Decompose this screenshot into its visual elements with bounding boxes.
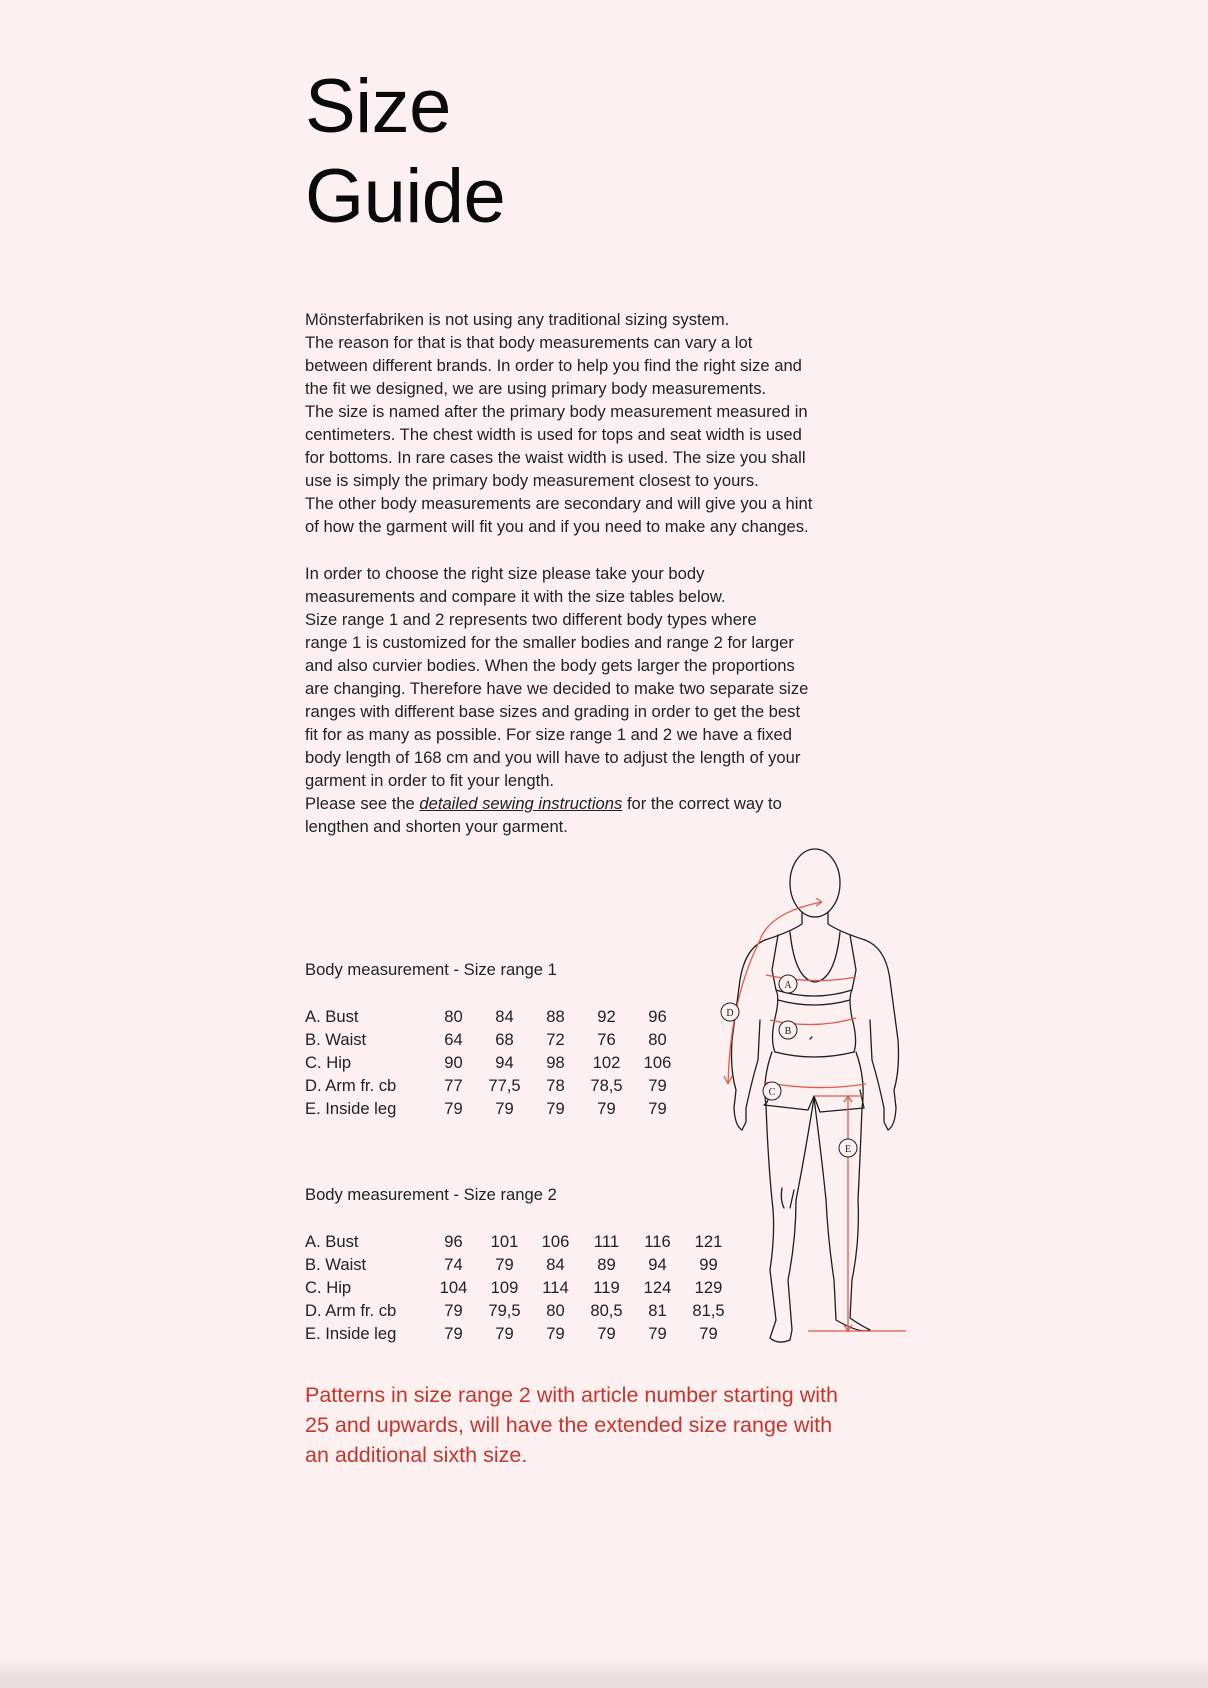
- measurement-value: 90: [444, 1053, 463, 1072]
- measurement-value: 102: [592, 1053, 621, 1072]
- measurement-value: 109: [490, 1278, 519, 1297]
- measurement-value: 79: [495, 1099, 514, 1118]
- measurement-value: 84: [495, 1007, 514, 1026]
- measurement-value: 98: [546, 1053, 565, 1072]
- measurement-value: 79: [444, 1324, 463, 1343]
- table-row: [305, 1028, 683, 1051]
- measurement-value: 96: [648, 1007, 667, 1026]
- measurement-label: C. Hip: [305, 1278, 352, 1297]
- text-line: of how the garment will fit you and if you need to make any changes.: [305, 517, 809, 536]
- table-row: [305, 1276, 734, 1299]
- note-line: Patterns in size range 2 with article number starting with: [305, 1383, 838, 1407]
- measurement-value: 80: [546, 1301, 565, 1320]
- table-row: [305, 1097, 683, 1120]
- neck-left: [765, 912, 802, 940]
- text-line: garment in order to fit your length.: [305, 771, 555, 790]
- neckline: [790, 932, 840, 982]
- torso-right: [850, 935, 856, 1052]
- marker-d: [721, 1003, 739, 1021]
- choosing-paragraph: [305, 562, 875, 838]
- table-row: [305, 1074, 683, 1097]
- text-line: lengthen and shorten your garment.: [305, 817, 568, 836]
- measurement-value: 79: [699, 1324, 718, 1343]
- left-leg: [766, 1098, 814, 1342]
- text-line: for bottoms. In rare cases the waist width is used. The size you shall: [305, 448, 806, 467]
- shorts-waist: [775, 1052, 854, 1057]
- measurement-value: 79: [648, 1324, 667, 1343]
- text-line: The reason for that is that body measurements can vary a lot: [305, 333, 753, 352]
- bust-line: [766, 975, 856, 981]
- measurement-value: 88: [546, 1007, 565, 1026]
- measurement-value: 79: [444, 1099, 463, 1118]
- measurement-value: 79: [597, 1099, 616, 1118]
- extended-size-note: [305, 1380, 905, 1470]
- svg-text:E: E: [844, 1144, 852, 1155]
- head-outline: [790, 849, 840, 917]
- measurement-label: D. Arm fr. cb: [305, 1076, 397, 1095]
- text-line: centimeters. The chest width is used for tops and seat width is used: [305, 425, 802, 444]
- left-knee: [781, 1188, 784, 1208]
- text-line: between different brands. In order to help you find the right size and: [305, 356, 802, 375]
- measurement-value: 74: [444, 1255, 463, 1274]
- measurement-value: 121: [694, 1232, 723, 1251]
- measurement-value: 124: [643, 1278, 672, 1297]
- marker-e: [839, 1139, 857, 1157]
- text-line: body length of 168 cm and you will have to adjust the length of your: [305, 748, 801, 767]
- measurement-value: 80,5: [590, 1301, 623, 1320]
- measurement-label: E. Inside leg: [305, 1099, 397, 1118]
- measurement-value: 92: [597, 1007, 616, 1026]
- measurement-value: 79: [648, 1076, 667, 1095]
- link-suffix: for the correct way to: [622, 794, 782, 813]
- measurement-value: 80: [444, 1007, 463, 1026]
- measurement-value: 79: [495, 1324, 514, 1343]
- note-line: 25 and upwards, will have the extended size range with: [305, 1413, 833, 1437]
- size-range-1-title: Body measurement - Size range 1: [305, 960, 557, 979]
- text-line: ranges with different base sizes and grading in order to get the best: [305, 702, 801, 721]
- text-line: Mönsterfabriken is not using any traditional sizing system.: [305, 310, 730, 329]
- marker-a: [779, 975, 797, 993]
- text-line: are changing. Therefore have we decided to make two separate size: [305, 679, 809, 698]
- measurement-value: 76: [597, 1030, 616, 1049]
- measurement-label: A. Bust: [305, 1232, 359, 1251]
- measurement-value: 81,5: [692, 1301, 725, 1320]
- measurement-value: 81: [648, 1301, 667, 1320]
- text-line: and also curvier bodies. When the body gets larger the proportions: [305, 656, 795, 675]
- size-range-1-table: [305, 1005, 683, 1120]
- measurement-value: 94: [648, 1255, 667, 1274]
- marker-b: [779, 1021, 797, 1039]
- title-line-1: Size: [305, 64, 451, 149]
- measurement-value: 79: [597, 1324, 616, 1343]
- measurement-label: B. Waist: [305, 1030, 367, 1049]
- note-line: an additional sixth size.: [305, 1443, 528, 1467]
- measurement-value: 129: [694, 1278, 723, 1297]
- measurement-value: 106: [541, 1232, 570, 1251]
- measurement-value: 106: [643, 1053, 672, 1072]
- measurement-value: 96: [444, 1232, 463, 1251]
- page-title: [305, 62, 505, 242]
- table-row: [305, 1005, 683, 1028]
- size-range-2-table: [305, 1230, 734, 1345]
- measurement-value: 111: [593, 1232, 620, 1251]
- measurement-label: D. Arm fr. cb: [305, 1301, 397, 1320]
- svg-text:A: A: [784, 980, 792, 991]
- measurement-value: 77: [444, 1076, 463, 1095]
- measurement-label: C. Hip: [305, 1053, 352, 1072]
- measurement-value: 79,5: [488, 1301, 521, 1320]
- measurement-value: 64: [444, 1030, 463, 1049]
- body-measurement-figure: [710, 840, 930, 1350]
- measurement-value: 68: [495, 1030, 514, 1049]
- measurement-value: 79: [495, 1255, 514, 1274]
- table-row: [305, 1322, 734, 1345]
- measurement-value: 80: [648, 1030, 667, 1049]
- torso-left: [772, 935, 778, 1052]
- measurement-value: 72: [546, 1030, 565, 1049]
- measurement-value: 79: [546, 1099, 565, 1118]
- measurement-value: 77,5: [488, 1076, 521, 1095]
- size-range-2-title: Body measurement - Size range 2: [305, 1185, 557, 1204]
- right-leg: [814, 1098, 870, 1331]
- text-line: range 1 is customized for the smaller bodies and range 2 for larger: [305, 633, 794, 652]
- text-line: use is simply the primary body measurement closest to yours.: [305, 471, 759, 490]
- measurement-value: 99: [699, 1255, 718, 1274]
- table-row: [305, 1299, 734, 1322]
- table-row: [305, 1051, 683, 1074]
- intro-paragraph: [305, 308, 875, 538]
- left-knee-2: [790, 1190, 794, 1208]
- svg-text:D: D: [726, 1008, 734, 1019]
- measurement-lines: [724, 898, 906, 1331]
- measurement-label: E. Inside leg: [305, 1324, 397, 1343]
- text-line: measurements and compare it with the size tables below.: [305, 587, 726, 606]
- text-line: fit for as many as possible. For size range 1 and 2 we have a fixed: [305, 725, 793, 744]
- text-line: The size is named after the primary body measurement measured in: [305, 402, 808, 421]
- measurement-value: 78,5: [590, 1076, 623, 1095]
- navel: [810, 1037, 812, 1039]
- measurement-label: A. Bust: [305, 1007, 359, 1026]
- measurement-value: 79: [546, 1324, 565, 1343]
- text-line: Size range 1 and 2 represents two different body types where: [305, 610, 757, 629]
- marker-c: [763, 1082, 781, 1100]
- measurement-value: 119: [593, 1278, 620, 1297]
- table-row: [305, 1230, 734, 1253]
- text-line: the fit we designed, we are using primary body measurements.: [305, 379, 767, 398]
- neck-right: [828, 912, 865, 940]
- sewing-instructions-link[interactable]: detailed sewing instructions: [419, 794, 623, 813]
- link-prefix: Please see the: [305, 794, 420, 813]
- text-line: The other body measurements are secondary and will give you a hint: [305, 494, 813, 513]
- measurement-value: 79: [648, 1099, 667, 1118]
- measurement-value: 79: [444, 1301, 463, 1320]
- svg-text:B: B: [784, 1026, 792, 1037]
- table-row: [305, 1253, 734, 1276]
- text-line-with-link: [305, 792, 875, 815]
- measurement-value: 101: [490, 1232, 519, 1251]
- measurement-value: 84: [546, 1255, 565, 1274]
- measurement-value: 89: [597, 1255, 616, 1274]
- measurement-label: B. Waist: [305, 1255, 367, 1274]
- text-line: In order to choose the right size please take your body: [305, 564, 705, 583]
- title-line-2: Guide: [305, 154, 506, 239]
- measurement-value: 114: [542, 1278, 569, 1297]
- measurement-value: 104: [439, 1278, 468, 1297]
- bra-band-bottom: [778, 1000, 850, 1005]
- bottom-shadow: [0, 1658, 1208, 1688]
- svg-text:C: C: [768, 1087, 776, 1098]
- measurement-value: 78: [546, 1076, 565, 1095]
- measurement-value: 94: [495, 1053, 514, 1072]
- right-arm: [865, 940, 899, 1130]
- measurement-value: 116: [644, 1232, 671, 1251]
